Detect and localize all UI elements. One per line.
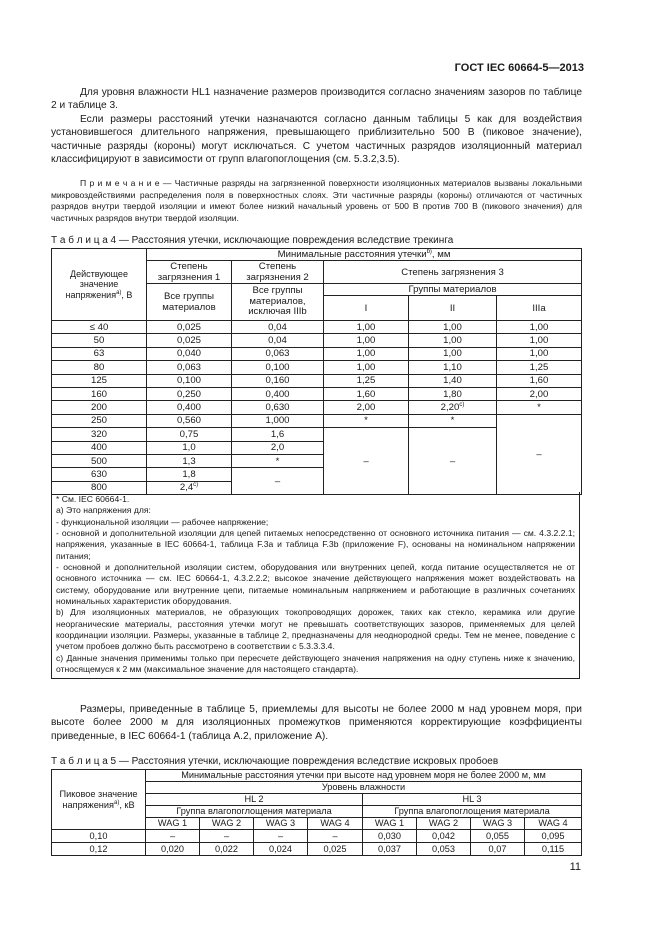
table-row: 200 0,400 0,630 2,00 2,20$^{c)}$ *: [52, 401, 582, 414]
paragraph: Если размеры расстояний утечки назначаются согласно данным таблицы 5 как для воздействия установившегося длительного напряжения, превышающего приблизительно 500 В (пиковое значение), частичные разряды (короны) могут исключаться. С учетом частичных разрядов изоляционный материал классифицируют в зависимости от групп влагопоглощения (см. 5.3.2,3.5).: [51, 113, 582, 166]
note-text: — Частичные разряды на загрязненной поверхности изоляционных материалов вызваны локальными микровоздействиями распределения поля в поверхностных слоях. Эти частичные разряды (короны) отличаются от частичных разрядов внутри твердой изоляции и имеют более низкий начальный уровень от 500 В против 700 В (пикового значения) для частичных разрядов внутри твердой изоляции.: [51, 178, 582, 223]
table4-title: — Расстояния утечки, исключающие повреждения вследствие трекинга: [116, 235, 454, 246]
table-row: 250 0,560 1,000 * * –: [52, 414, 582, 427]
t4-header-g3: IIIa: [497, 296, 582, 321]
t4-header-groups: Группы материалов: [324, 284, 582, 296]
t4-header-g2: II: [409, 296, 497, 321]
table-row: 400 1,0 2,0: [52, 441, 582, 454]
note: [51, 178, 582, 224]
t5-header-hl3: HL 3: [363, 794, 582, 806]
dash-cell: –: [497, 414, 582, 494]
table-row: 630 1,8 –: [52, 468, 582, 481]
paragraph: Размеры, приведенные в таблице 5, приемлемы для высоты не более 2000 м над уровнем моря, при высоте более 2000 м для изоляционных промежутков применяются корректирующие коэффициенты приведенные, в IEC 60664-1 (таблица А.2, приложение А).: [51, 704, 582, 742]
footnote: - функциональной изоляции — рабочее напряжение;: [56, 516, 269, 527]
footnote: b) Для изоляционных материалов, не образующих токопроводящих дорожек, таких как стекло, керамика или другие неорганические материалы, расстояния утечки могут не превышать соответствующих зазоров, применяемых для целей координации изоляции. Размеры, указанные в таблице 2, предназначены для неоднородной среды. Тем не менее, поведение с учетом пробоев должно быть рассмотрено в соответствии с 5.3.3.3.4.: [56, 607, 575, 652]
t5-header-hl2: HL 2: [146, 794, 363, 806]
t5-header-min: Минимальные расстояния утечки при высоте над уровнем моря не более 2000 м, мм: [146, 770, 582, 782]
table4-footnotes: [51, 492, 580, 679]
footnote: а) Это напряжения для:: [56, 505, 151, 516]
page-number: 11: [569, 861, 581, 873]
t4-header-pd2: Степень загрязнения 2: [232, 261, 324, 284]
dash-cell: –: [232, 468, 324, 495]
intro-text: [51, 86, 582, 166]
table-row: 63 0,040 0,063 1,00 1,00 1,00: [52, 347, 582, 360]
table-row: 160 0,250 0,400 1,60 1,80 2,00: [52, 387, 582, 400]
dash-cell: –: [409, 428, 497, 495]
table-row: ≤ 40 0,025 0,04 1,00 1,00 1,00: [52, 321, 582, 334]
footnote: - основной и дополнительной изоляции систем, оборудования или внутренних цепей, когда питание осуществляется не от основного источника — см. IEC 60664-1, 4.3.2.2.2; высокое значение действующего напряжения может воздействовать на систему, оборудование или внутренние цепи, питаемые номинальным напряжением и работающие в различных сочетаниях номинальных характеристик оборудования.: [56, 562, 575, 607]
t5-header-group: Группа влагопоглощения материала: [363, 806, 582, 818]
t4-header-all-ex: Все группы материалов, исключая IIIb: [232, 284, 324, 321]
table-row: 800 2,4$^{c)}$: [52, 481, 582, 494]
t4-header-g1: I: [324, 296, 409, 321]
table5-caption: [51, 756, 498, 767]
table5-label: Т а б л и ц а 5: [51, 756, 117, 767]
table4-caption: [51, 235, 453, 246]
table-row: 0,10 – – – – 0,030 0,042 0,055 0,095: [52, 830, 582, 843]
dash-cell: –: [324, 428, 409, 495]
table-row: 0,12 0,020 0,022 0,024 0,025 0,037 0,053 0,07 0,115: [52, 843, 582, 856]
t4-header-all: Все группы материалов: [147, 284, 232, 321]
table-row: 125 0,100 0,160 1,25 1,40 1,60: [52, 374, 582, 387]
t4-header-pd3: Степень загрязнения 3: [324, 261, 582, 284]
t5-header-group: Группа влагопоглощения материала: [146, 806, 363, 818]
t4-header-min: Минимальные расстояния утечки$^{b)}$, мм: [147, 249, 582, 261]
table-row: 320 0,75 1,6 – –: [52, 428, 582, 441]
t5-header-humidity: Уровень влажности: [146, 782, 582, 794]
table-row: 500 1,3 *: [52, 454, 582, 467]
footnote: - основной и дополнительной изоляции для цепей питаемых непосредственно от основного источника питания — см. 4.3.2.2.1; напряжения, указанные в IEC 60664-1, таблица F.3а и таблица F.3b (приложение F), основаны на номинальном напряжении питания;: [56, 528, 575, 561]
mid-text: [51, 703, 582, 743]
table4-label: Т а б л и ц а 4: [51, 235, 117, 246]
t4-header-voltage: Действующее значение напряжения$^{а)}$, В: [52, 249, 147, 321]
table4: [51, 248, 582, 495]
document-header: ГОСТ IEC 60664-5—2013: [454, 62, 584, 74]
note-label: П р и м е ч а н и е: [80, 178, 160, 188]
table-row: 50 0,025 0,04 1,00 1,00 1,00: [52, 334, 582, 347]
paragraph: Для уровня влажности HL1 назначение размеров производится согласно значениям зазоров по таблице 2 и таблице 3.: [51, 87, 582, 112]
footnote: c) Данные значения применимы только при пересчете действующего значения напряжения на одну ступень ниже к значению, относящемуся к 2 мм (максимальное значение для настоящего стандарта).: [56, 652, 575, 675]
table5-title: — Расстояния утечки, исключающие повреждения вследствие искровых пробоев: [116, 756, 499, 767]
t4-header-pd1: Степень загрязнения 1: [147, 261, 232, 284]
table-row: 80 0,063 0,100 1,00 1,10 1,25: [52, 361, 582, 374]
footnote: * См. IEC 60664-1.: [56, 494, 130, 504]
t5-wag-row: WAG 1 WAG 2 WAG 3 WAG 4 WAG 1 WAG 2 WAG 3 WAG 4: [52, 818, 582, 830]
t5-header-voltage: Пиковое значение напряжения$^{а)}$, кВ: [52, 770, 146, 830]
table5: [51, 769, 582, 856]
